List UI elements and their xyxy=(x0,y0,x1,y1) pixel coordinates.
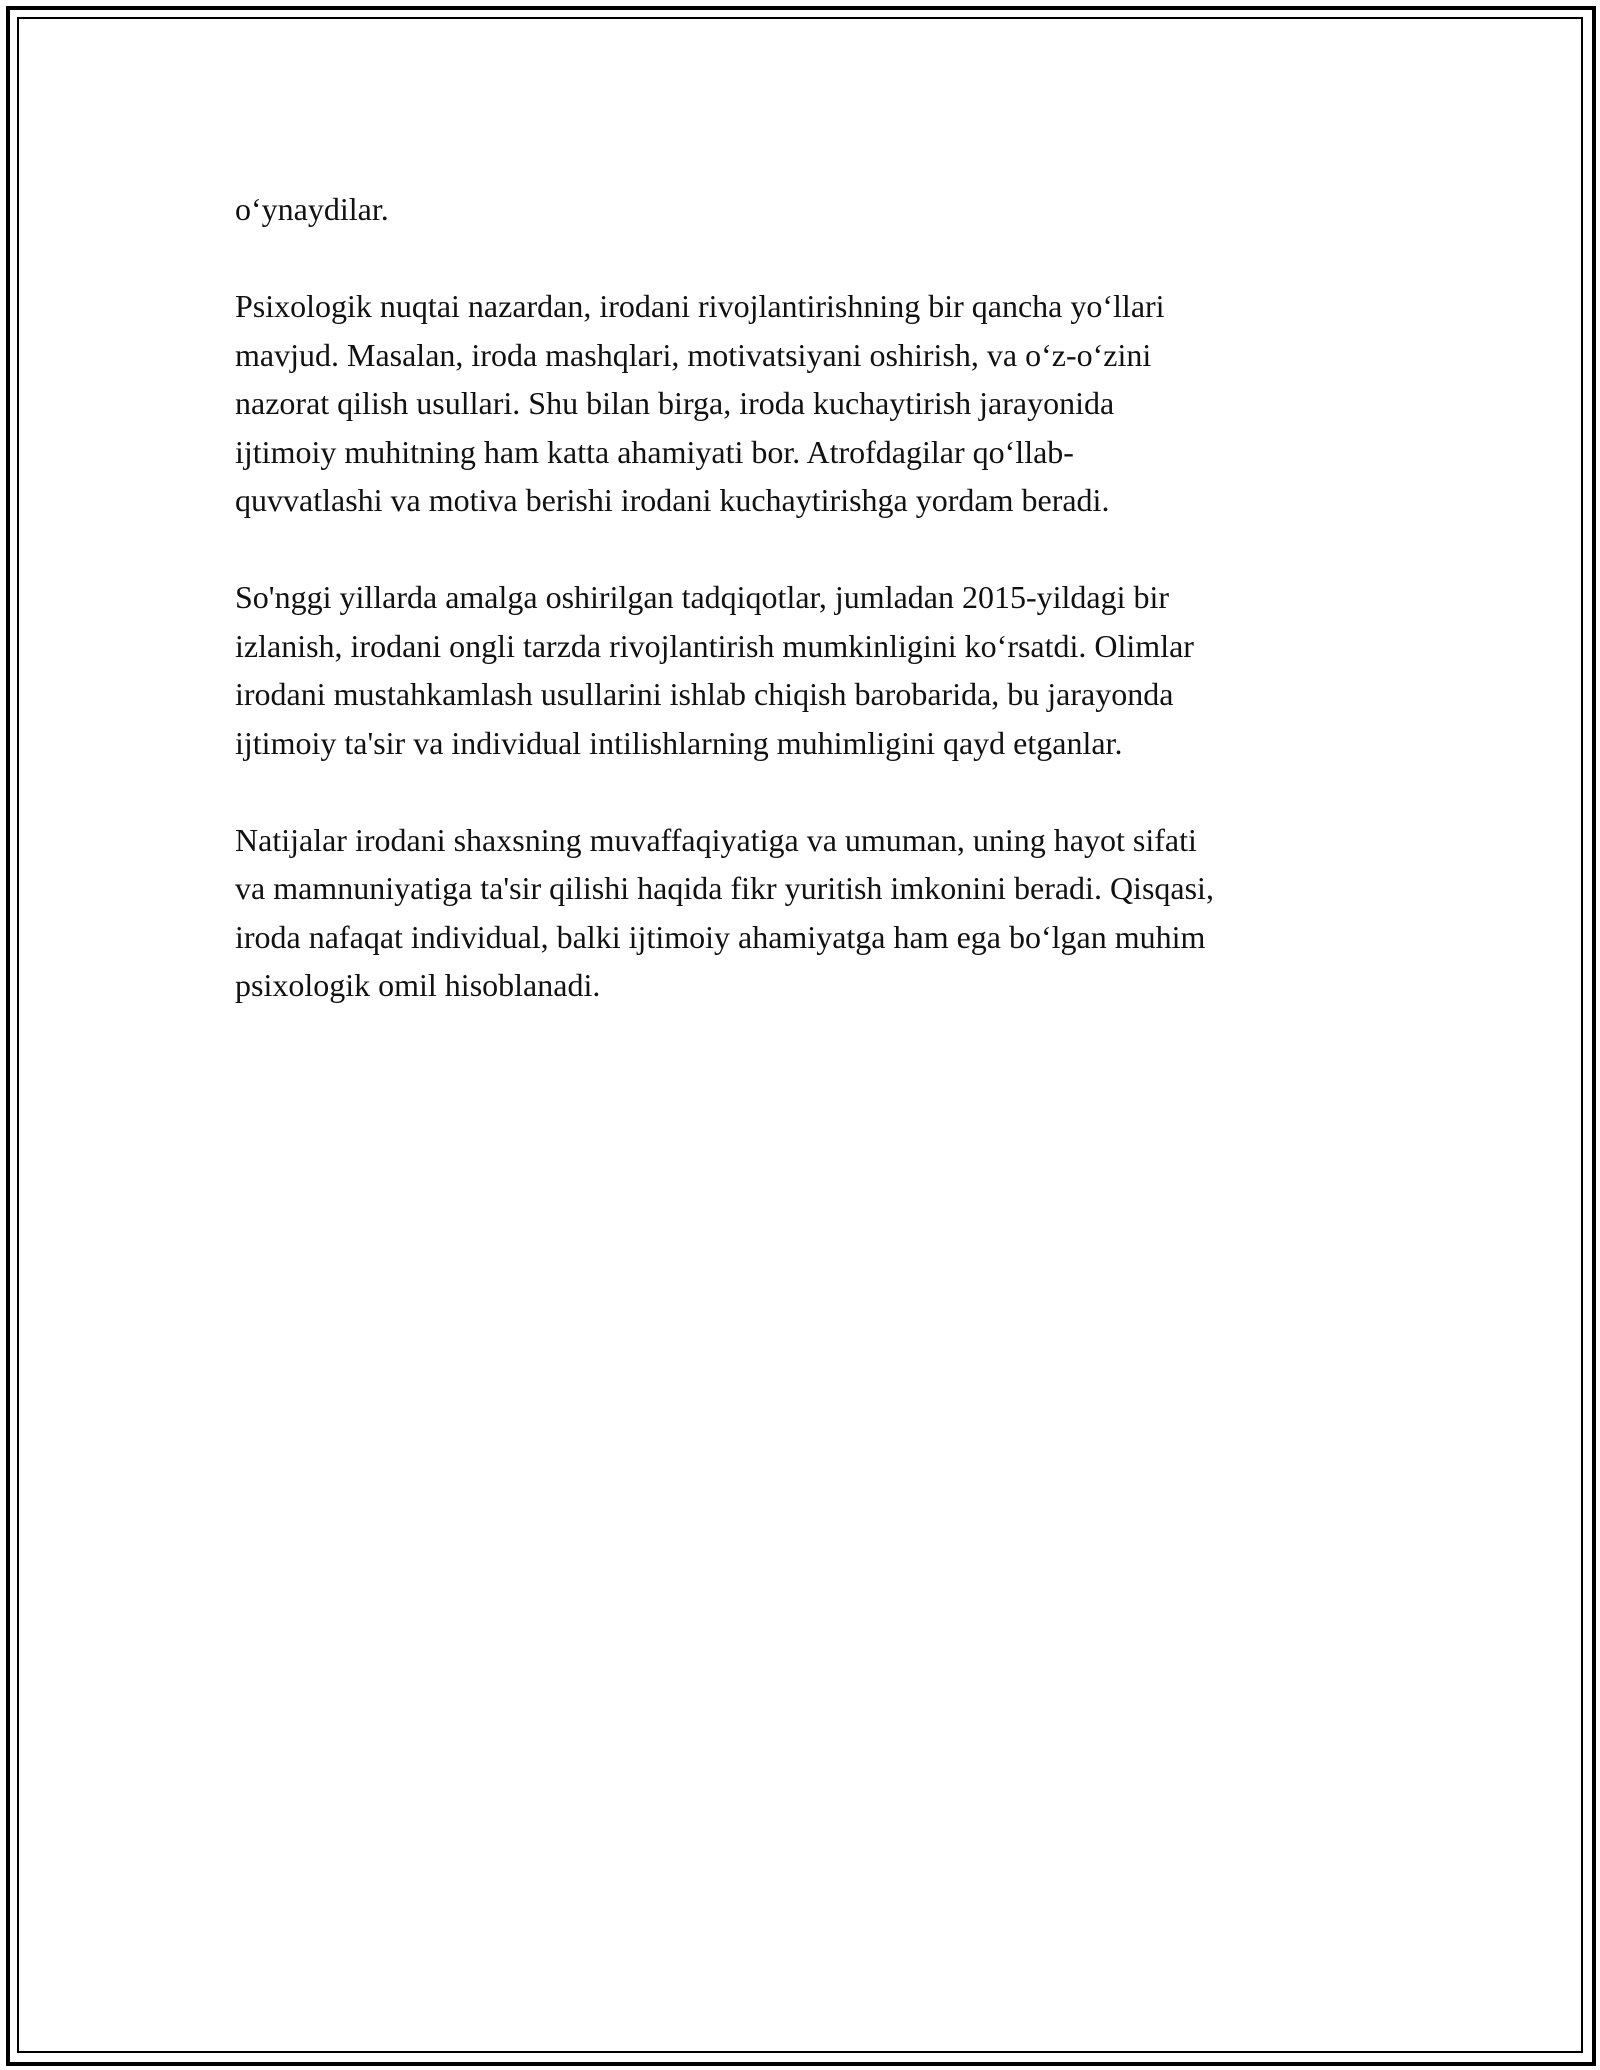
paragraph-1 xyxy=(235,185,1370,234)
text-line: ijtimoiy muhitning ham katta ahamiyati bor. Atrofdagilar qo‘llab- xyxy=(235,433,1074,470)
text-line: iroda nafaqat individual, balki ijtimoiy ahamiyatga ham ega bo‘lgan muhim xyxy=(235,918,1206,955)
paragraph-2 xyxy=(235,282,1370,525)
text-line: o‘ynaydilar. xyxy=(235,191,389,227)
text-line: izlanish, irodani ongli tarzda rivojlantirish mumkinligini ko‘rsatdi. Olimlar xyxy=(235,627,1194,664)
text-line: quvvatlashi va motiva berishi irodani kuchaytirishga yordam beradi. xyxy=(235,482,1110,518)
text-line: ijtimoiy ta'sir va individual intilishlarning muhimligini qayd etganlar. xyxy=(235,724,1123,761)
paragraph-4 xyxy=(235,816,1370,1010)
text-line: psixologik omil hisoblanadi. xyxy=(235,967,601,1003)
text-line: nazorat qilish usullari. Shu bilan birga, iroda kuchaytirish jarayonida xyxy=(235,385,1115,421)
text-line: Psixologik nuqtai nazardan, irodani rivojlantirishning bir qancha yo‘llari xyxy=(235,288,1165,324)
text-line: Natijalar irodani shaxsning muvaffaqiyatiga va umuman, uning hayot sifati xyxy=(235,821,1197,858)
text-line: mavjud. Masalan, iroda mashqlari, motivatsiyani oshirish, va o‘z-o‘zini xyxy=(235,336,1152,373)
paragraph-3 xyxy=(235,573,1370,767)
text-line: irodani mustahkamlash usullarini ishlab chiqish barobarida, bu jarayonda xyxy=(235,676,1174,712)
document-body xyxy=(235,185,1370,1058)
text-line: va mamnuniyatiga ta'sir qilishi haqida fikr yuritish imkonini beradi. Qisqasi, xyxy=(235,870,1214,906)
text-line: So'nggi yillarda amalga oshirilgan tadqiqotlar, jumladan 2015-yildagi bir xyxy=(235,579,1170,615)
